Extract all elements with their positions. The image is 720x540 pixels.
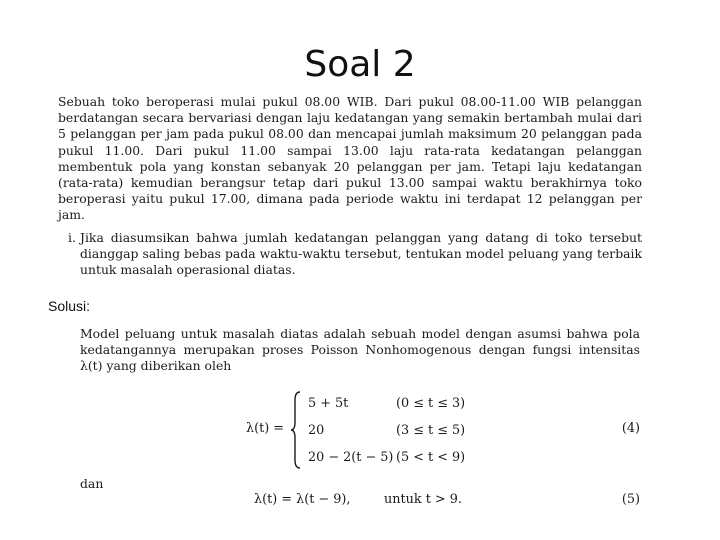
- problem-paragraph: Sebuah toko beroperasi mulai pukul 08.00 WIB. Dari pukul 08.00-11.00 WIB pelanggan berdatangan secara bervariasi dengan laju kedatangan yang semakin bertambah mulai dari 5 pelanggan per jam pada pukul 08.00 dan mencapai jumlah maksimum 20 pelanggan pada pukul 11.00. Dari pukul 11.00 sampai 13.00 laju rata-rata kedatangan pelanggan membentuk pola yang konstan sebanyak 20 pelanggan per jam. Tetapi laju kedatangan (rata-rata) kemudian berangsur tetap dari pukul 13.00 sampai waktu berakhirnya toko beroperasi yaitu pukul 17.00, dimana pada periode waktu ini terdapat 12 pelanggan per jam.: [58, 94, 642, 223]
- problem-statement: [58, 94, 642, 278]
- case-expr-1: 5 + 5t: [308, 396, 349, 411]
- case-cond-3: (5 < t < 9): [396, 450, 466, 465]
- equation-number-4: (4): [621, 421, 640, 436]
- equation-number-5: (5): [621, 492, 640, 507]
- case-cond-2: (3 ≤ t ≤ 5): [396, 423, 466, 438]
- solution-paragraph: Model peluang untuk masalah diatas adalah sebuah model dengan asumsi bahwa pola kedatangannya merupakan proses Poisson Nonhomogenous dengan fungsi intensitas λ(t) yang diberikan oleh: [80, 326, 640, 374]
- periodic-equation: [254, 492, 640, 507]
- equation2-lhs: λ(t) = λ(t − 9),: [254, 492, 351, 507]
- equation-lhs: λ(t) =: [246, 421, 285, 436]
- solution-text: [80, 326, 640, 375]
- solusi-label: Solusi:: [48, 298, 91, 314]
- item-text: Jika diasumsikan bahwa jumlah kedatangan pelanggan yang datang di toko tersebut dianggap saling bebas pada waktu-waktu tersebut, tentukan model peluang yang terbaik untuk masalah operasional diatas.: [80, 229, 642, 278]
- item-marker: i.: [68, 229, 76, 245]
- piecewise-equation: [246, 390, 640, 470]
- case-expr-2: 20: [308, 423, 325, 438]
- case-cond-1: (0 ≤ t ≤ 3): [396, 396, 466, 411]
- dan-text: dan: [80, 476, 104, 491]
- case-expr-3: 20 − 2(t − 5): [308, 450, 394, 465]
- left-brace-icon: [290, 390, 302, 470]
- slide-title: Soal 2: [304, 44, 416, 85]
- problem-item: [58, 230, 642, 279]
- equation2-rhs: untuk t > 9.: [384, 492, 462, 507]
